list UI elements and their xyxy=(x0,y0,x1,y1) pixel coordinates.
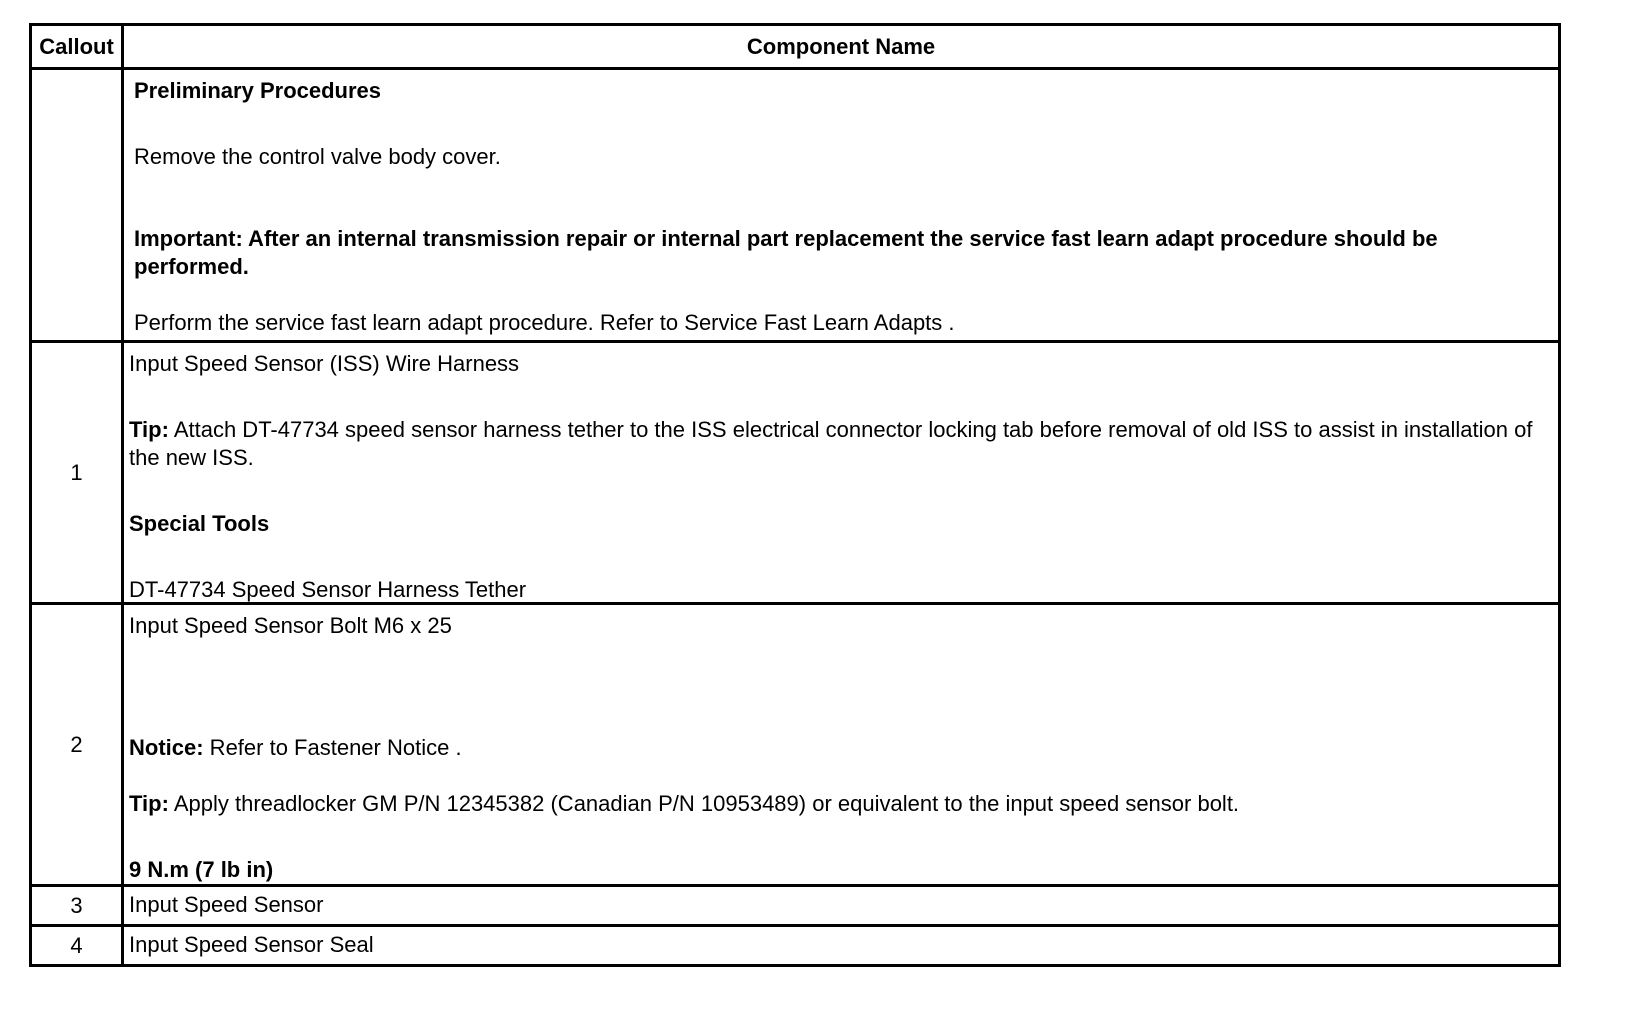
tip-label: Tip: xyxy=(129,417,169,442)
callout-number: 2 xyxy=(32,605,124,884)
component-name: Input Speed Sensor xyxy=(129,892,324,917)
tip-paragraph xyxy=(129,790,1553,818)
callout-number: 1 xyxy=(32,343,124,602)
notice-text: Refer to Fastener Notice . xyxy=(203,735,462,760)
component-cell xyxy=(124,605,1558,884)
component-table xyxy=(29,23,1561,967)
tip-label: Tip: xyxy=(129,791,169,816)
notice-label: Notice: xyxy=(129,735,204,760)
callout-column-header: Callout xyxy=(32,26,124,67)
component-name: Input Speed Sensor Seal xyxy=(129,932,374,957)
component-name: Input Speed Sensor (ISS) Wire Harness xyxy=(129,351,520,376)
callout-number: 4 xyxy=(32,927,124,964)
preliminary-procedures-cell xyxy=(124,70,1558,340)
callout-number: 3 xyxy=(32,887,124,924)
table-header-row xyxy=(32,26,1558,67)
tip-text: Attach DT-47734 speed sensor harness tether to the ISS electrical connector locking tab before removal of old ISS to assist in installation of the new ISS. xyxy=(129,417,1533,470)
torque-spec: 9 N.m (7 lb in) xyxy=(129,857,274,882)
table-row xyxy=(32,340,1558,602)
table-row xyxy=(32,924,1558,964)
preliminary-step-fast-learn: Perform the service fast learn adapt procedure. Refer to Service Fast Learn Adapts . xyxy=(134,310,955,335)
preliminary-procedures-row xyxy=(32,67,1558,340)
table-row xyxy=(32,884,1558,924)
tip-paragraph xyxy=(129,416,1553,472)
table-row xyxy=(32,602,1558,884)
component-cell xyxy=(124,343,1558,602)
special-tool-item: DT-47734 Speed Sensor Harness Tether xyxy=(129,577,527,602)
notice-paragraph xyxy=(129,734,1553,762)
preliminary-callout-cell xyxy=(32,70,124,340)
component-name-column-header: Component Name xyxy=(746,33,936,59)
important-notice: Important: After an internal transmission repair or internal part replacement the service fast learn adapt procedure should be performed. xyxy=(134,226,1438,279)
tip-text: Apply threadlocker GM P/N 12345382 (Canadian P/N 10953489) or equivalent to the input speed sensor bolt. xyxy=(168,791,1240,816)
preliminary-step-remove-cover: Remove the control valve body cover. xyxy=(134,144,501,169)
special-tools-title: Special Tools xyxy=(129,511,270,536)
component-name: Input Speed Sensor Bolt M6 x 25 xyxy=(129,613,452,638)
preliminary-procedures-title: Preliminary Procedures xyxy=(134,78,382,103)
